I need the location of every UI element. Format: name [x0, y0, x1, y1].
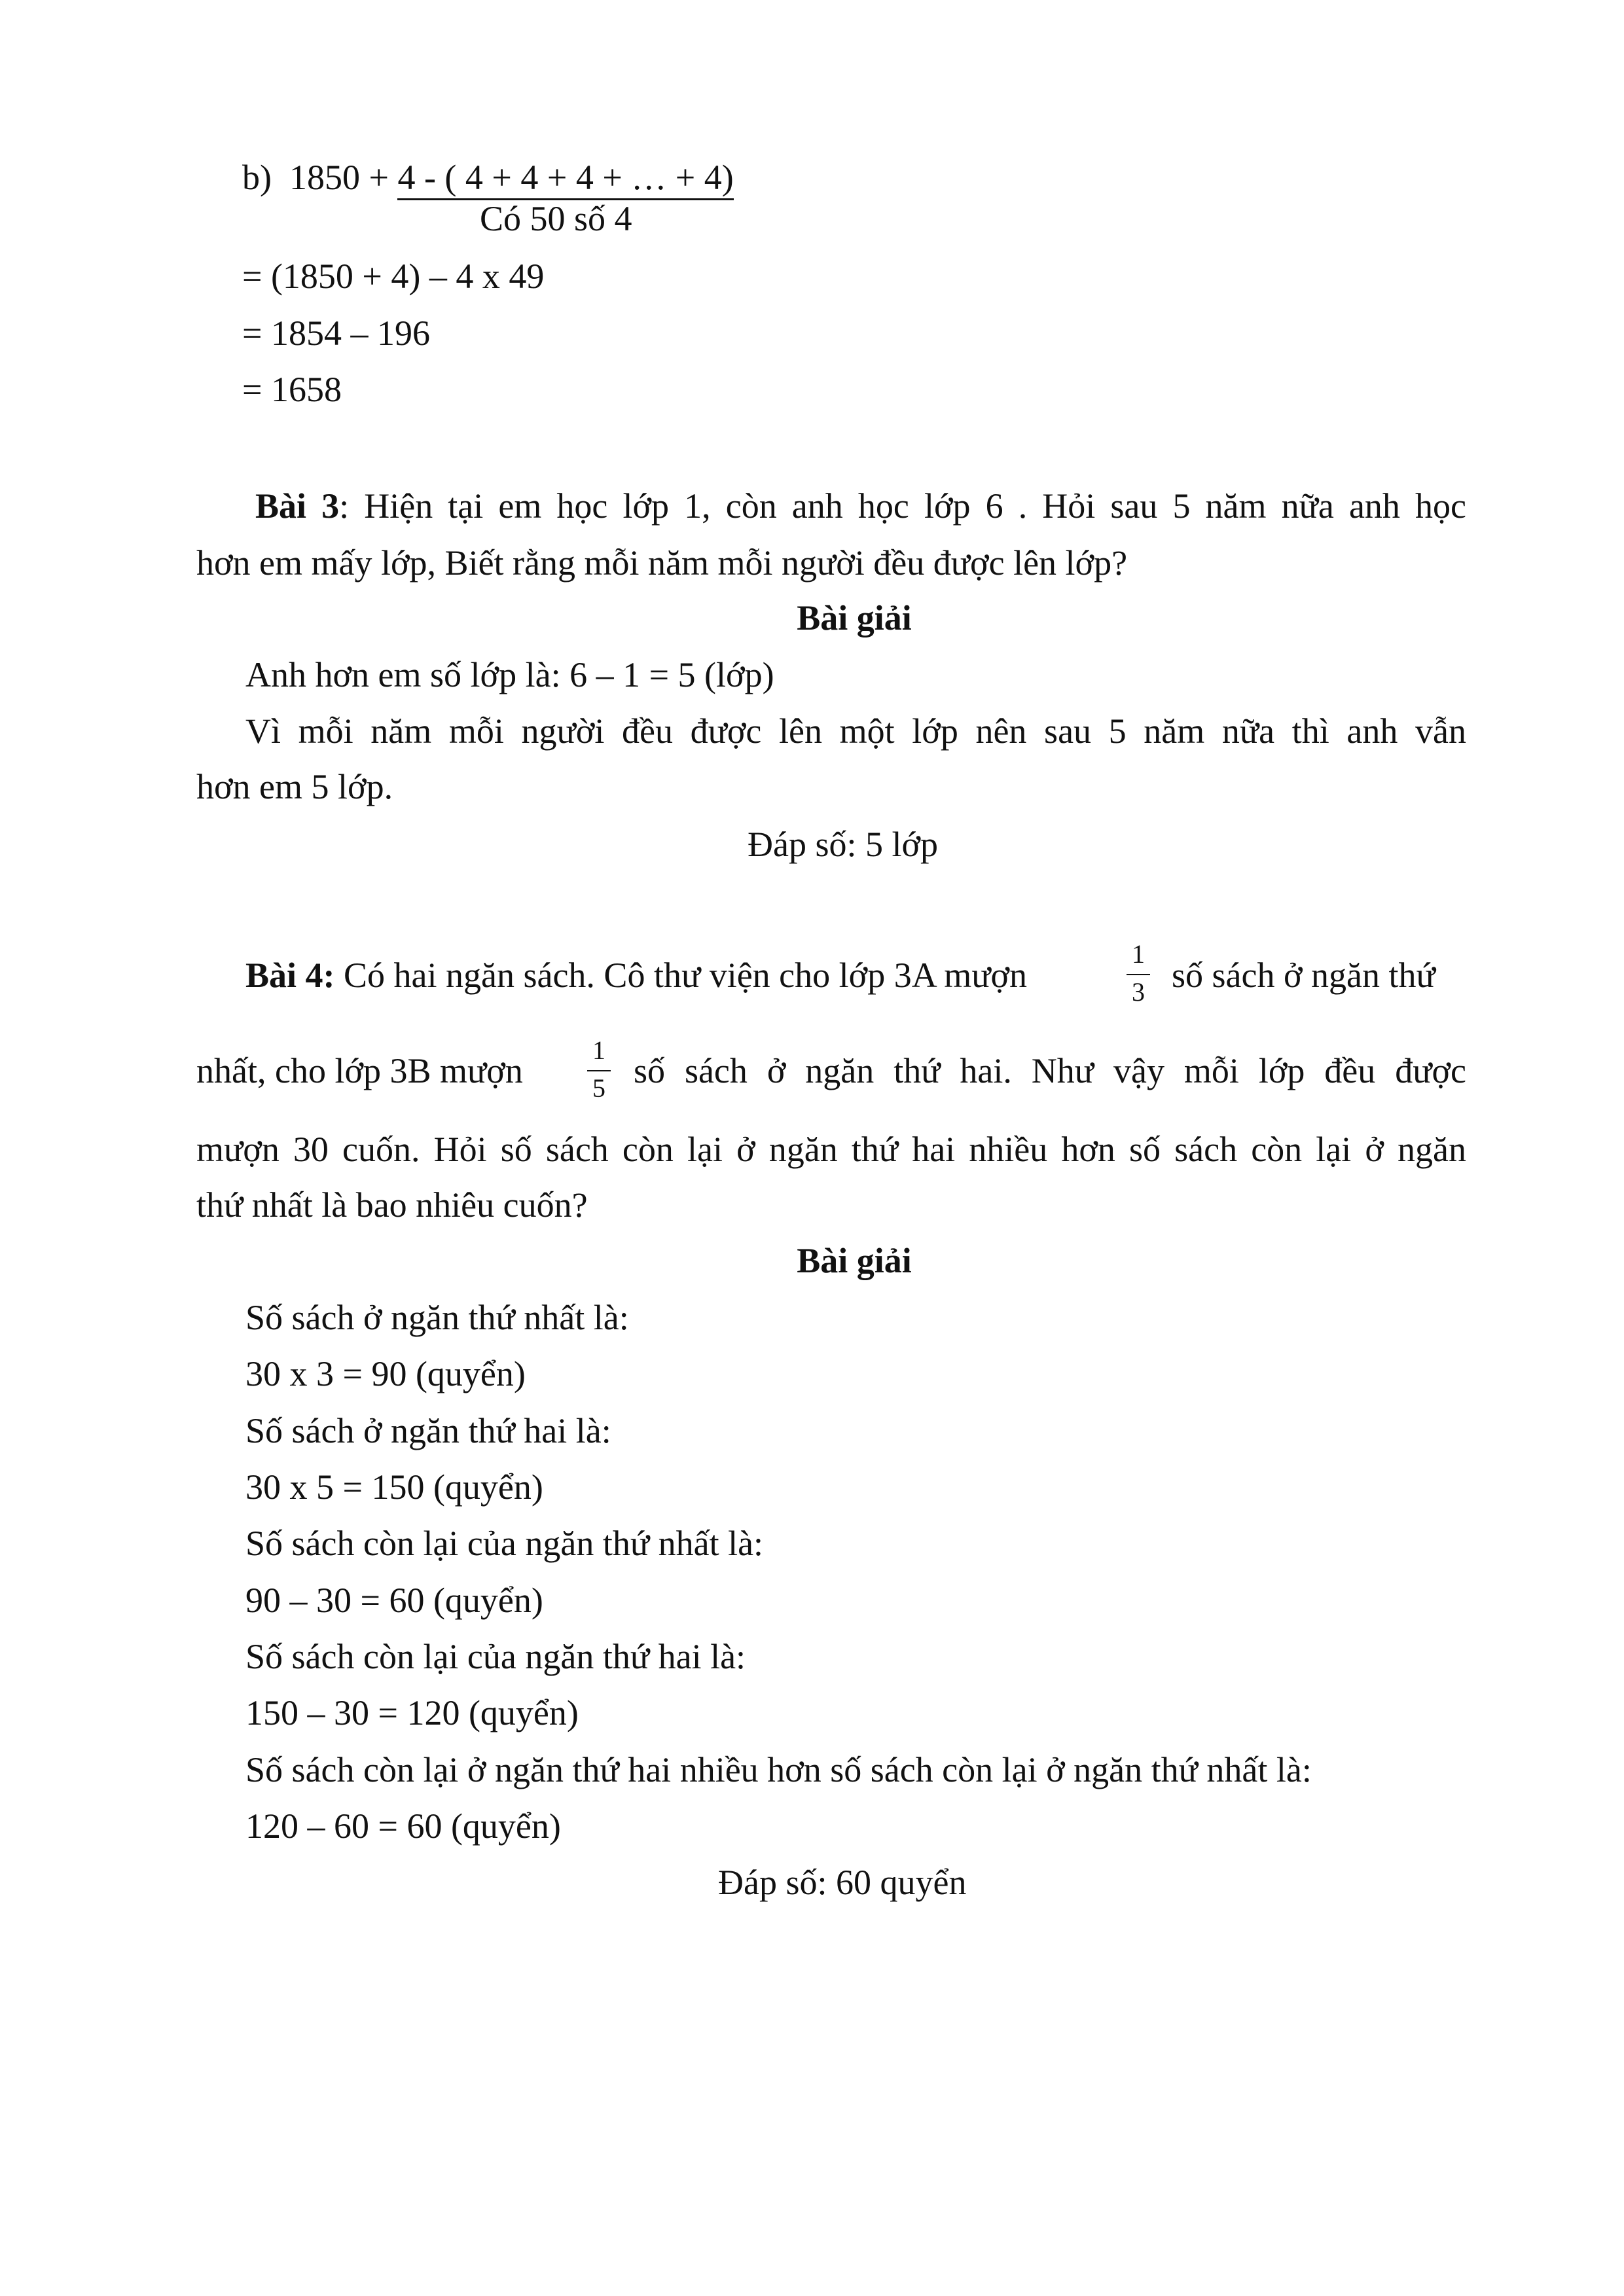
bai4-question-line-3: mượn 30 cuốn. Hỏi số sách còn lại ở ngăn thứ hai nhiều hơn số sách còn lại ở ngăn [196, 1130, 1466, 1169]
part-b-step-2: = 1854 – 196 [242, 314, 430, 353]
bai4-solution-line-7: Số sách còn lại của ngăn thứ hai là: [245, 1637, 746, 1676]
part-b-step-3: = 1658 [242, 370, 342, 409]
fraction-one-fifth-denominator: 5 [592, 1073, 605, 1103]
bai4-q2-text-a: nhất, cho lớp 3B mượn [196, 1051, 523, 1090]
bai3-solution-line-3: hơn em 5 lớp. [196, 767, 393, 806]
bai3-solution-line-1: Anh hơn em số lớp là: 6 – 1 = 5 (lớp) [245, 655, 774, 694]
bai4-solution-line-6: 90 – 30 = 60 (quyển) [245, 1581, 543, 1620]
bai3-solution-heading: Bài giải [797, 598, 912, 637]
bai3-question-line-2: hơn em mấy lớp, Biết rằng mỗi năm mỗi người đều được lên lớp? [196, 543, 1128, 583]
fraction-one-third-numerator: 1 [1132, 939, 1145, 969]
bai4-solution-line-1: Số sách ở ngăn thứ nhất là: [245, 1298, 629, 1337]
bai4-title: Bài 4: [245, 956, 335, 995]
bai3-solution-line-2: Vì mỗi năm mỗi người đều được lên một lớp nên sau 5 năm nữa thì anh vẫn [245, 711, 1466, 751]
part-b-note: Có 50 số 4 [480, 199, 632, 238]
fraction-one-fifth [586, 1037, 612, 1105]
part-b-underlined: 4 - ( 4 + 4 + 4 + … + 4) [397, 158, 733, 200]
part-b-prefix: 1850 + [289, 158, 398, 197]
bai4-solution-line-2: 30 x 3 = 90 (quyển) [245, 1354, 526, 1393]
bai4-solution-heading: Bài giải [797, 1241, 912, 1280]
part-b-label: b) [242, 158, 272, 197]
part-b-step-1: = (1850 + 4) – 4 x 49 [242, 257, 545, 296]
fraction-one-fifth-numerator: 1 [592, 1035, 605, 1065]
bai4-q1-text-b: số sách ở ngăn thứ [1172, 956, 1435, 995]
fraction-one-third [1125, 941, 1151, 1009]
bai4-solution-line-8: 150 – 30 = 120 (quyển) [245, 1693, 579, 1732]
bai4-answer: Đáp số: 60 quyển [718, 1863, 967, 1902]
bai4-solution-line-5: Số sách còn lại của ngăn thứ nhất là: [245, 1524, 764, 1563]
fraction-one-third-denominator: 3 [1132, 977, 1145, 1007]
part-b-expression [242, 160, 734, 195]
bai4-q1-left [245, 958, 1027, 993]
bai4-solution-line-10: 120 – 60 = 60 (quyển) [245, 1806, 561, 1846]
bai4-solution-line-9: Số sách còn lại ở ngăn thứ hai nhiều hơn số sách còn lại ở ngăn thứ nhất là: [245, 1750, 1312, 1789]
bai3-question-text-1: : Hiện tại em học lớp 1, còn anh học lớp 6 . Hỏi sau 5 năm nữa anh học [339, 486, 1466, 526]
bai4-q1-text-a: Có hai ngăn sách. Cô thư viện cho lớp 3A mượn [344, 956, 1028, 995]
fraction-one-third-bar [1127, 974, 1150, 975]
bai3-answer: Đáp số: 5 lớp [748, 825, 939, 864]
bai3-title: Bài 3 [255, 486, 340, 526]
bai4-solution-line-4: 30 x 5 = 150 (quyển) [245, 1467, 543, 1507]
fraction-one-fifth-bar [587, 1070, 611, 1071]
bai3-question-line-1 [196, 488, 1466, 524]
bai4-question-line-4: thứ nhất là bao nhiêu cuốn? [196, 1185, 588, 1225]
bai4-q2-text-b: số sách ở ngăn thứ hai. Như vậy mỗi lớp đều được [634, 1051, 1466, 1090]
bai4-solution-line-3: Số sách ở ngăn thứ hai là: [245, 1411, 611, 1450]
